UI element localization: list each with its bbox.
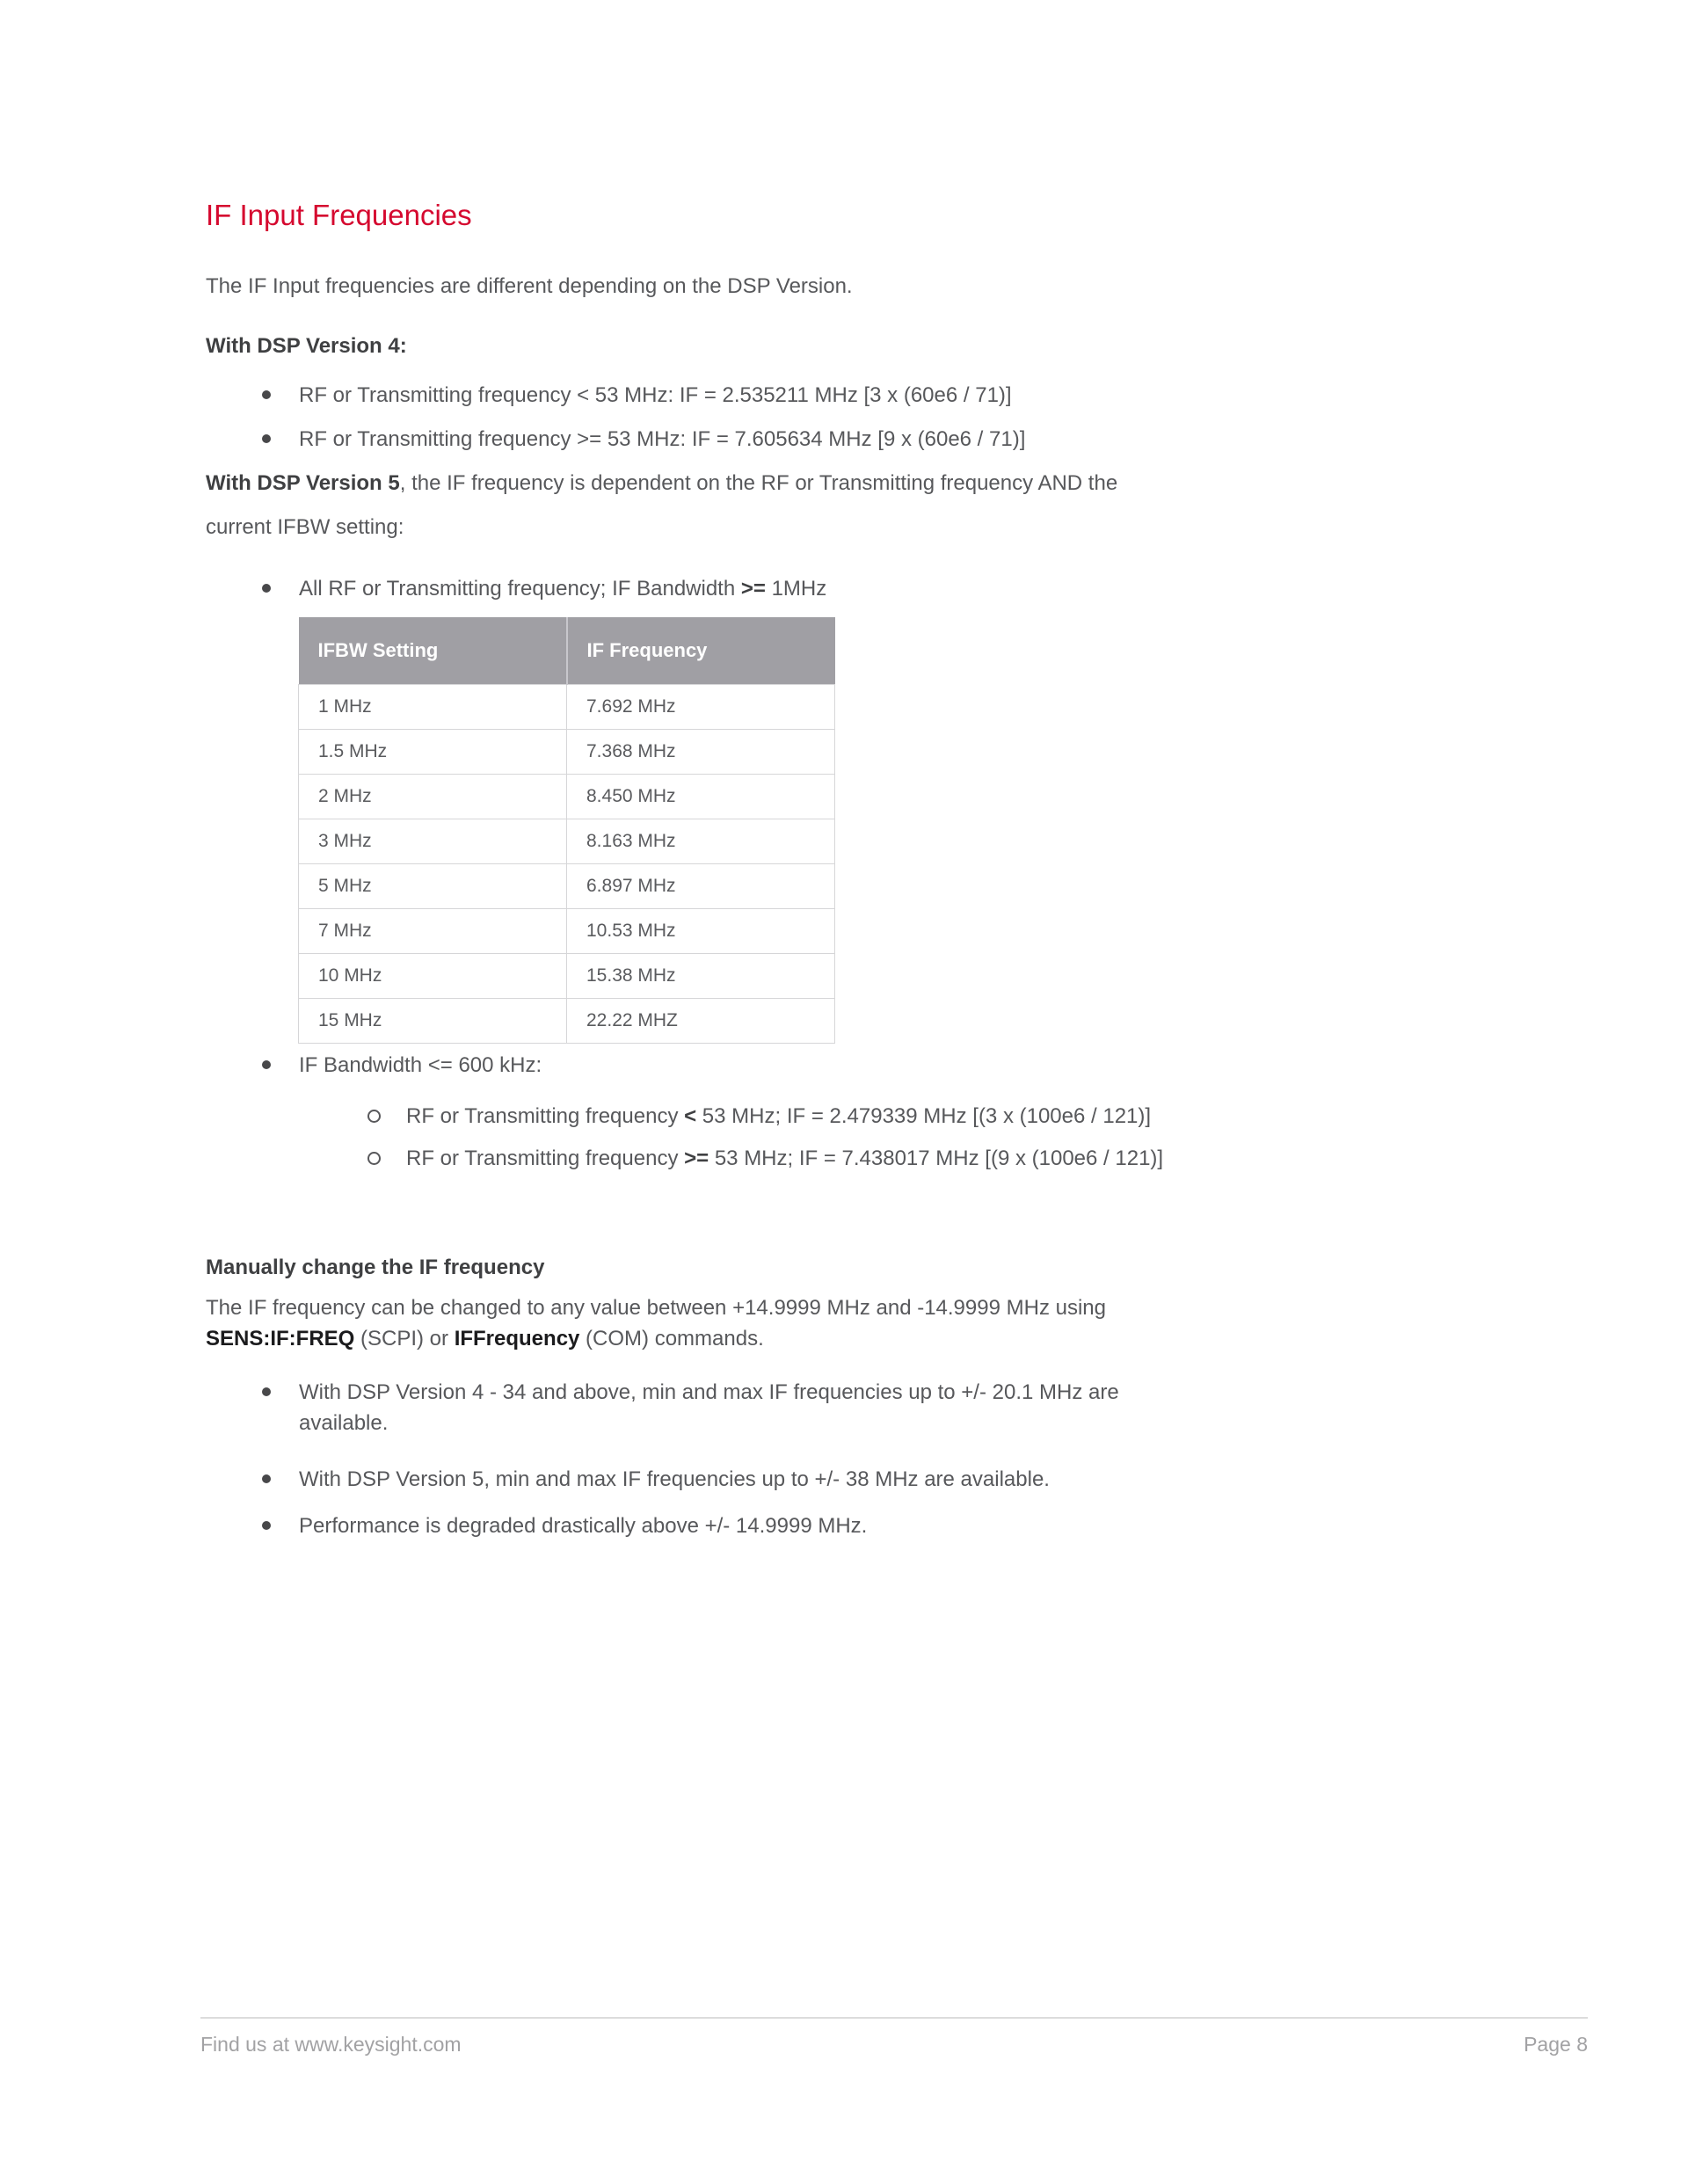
table-row xyxy=(299,909,835,954)
manual-bullet-dsp4 xyxy=(299,1380,1119,1405)
cell-freq: 8.450 MHz xyxy=(567,775,835,819)
cell-freq: 22.22 MHZ xyxy=(567,999,835,1044)
table-row xyxy=(299,954,835,999)
cell-freq: 7.692 MHz xyxy=(567,685,835,730)
bullet-text: RF or Transmitting frequency < 53 MHz: IF = 2.535211 MHz [3 x (60e6 / 71)] xyxy=(299,383,1012,407)
cell-freq: 15.38 MHz xyxy=(567,954,835,999)
dsp4-bullet-lt53 xyxy=(299,383,1012,408)
table-row xyxy=(299,730,835,775)
scpi-command: SENS:IF:FREQ xyxy=(206,1327,355,1350)
cell-freq: 10.53 MHz xyxy=(567,909,835,954)
footer-find-us-text: Find us at www.keysight.com xyxy=(200,2033,462,2056)
bullet-dot-icon xyxy=(262,1060,271,1069)
manual-paragraph-line1: The IF frequency can be changed to any value between +14.9999 MHz and -14.9999 MHz using xyxy=(206,1296,1106,1320)
cell-ifbw: 1.5 MHz xyxy=(299,730,567,775)
cell-ifbw: 1 MHz xyxy=(299,685,567,730)
bullet-text-pre: RF or Transmitting frequency xyxy=(406,1104,685,1128)
bullet-text: With DSP Version 4 - 34 and above, min and max IF frequencies up to +/- 20.1 MHz are xyxy=(299,1380,1119,1404)
cell-ifbw: 7 MHz xyxy=(299,909,567,954)
hollow-bullet-icon xyxy=(367,1110,381,1123)
bullet-text-pre: RF or Transmitting frequency xyxy=(406,1147,685,1170)
dsp4-bullet-ge53 xyxy=(299,427,1025,452)
dsp5-paragraph-line1 xyxy=(206,471,1117,496)
dsp5-line1-rest: , the IF frequency is dependent on the RF or Transmitting frequency AND the xyxy=(399,471,1118,495)
manual-bullet-performance xyxy=(299,1514,867,1539)
intro-paragraph: The IF Input frequencies are different depending on the DSP Version. xyxy=(206,274,853,298)
cell-freq: 7.368 MHz xyxy=(567,730,835,775)
com-command: IFFrequency xyxy=(454,1327,580,1350)
bullet-text-post: 1MHz xyxy=(765,577,827,601)
bullet-dot-icon xyxy=(262,434,271,443)
cell-ifbw: 2 MHz xyxy=(299,775,567,819)
col-header-ifbw-setting: IFBW Setting xyxy=(299,617,567,685)
cell-freq: 8.163 MHz xyxy=(567,819,835,864)
dsp5-bullet-if600 xyxy=(299,1053,542,1078)
table-row xyxy=(299,685,835,730)
manual-bullet-dsp5 xyxy=(299,1467,1050,1492)
table-row xyxy=(299,864,835,909)
dsp5-paragraph-line2: current IFBW setting: xyxy=(206,515,404,539)
hollow-bullet-icon xyxy=(367,1152,381,1165)
bullet-dot-icon xyxy=(262,1521,271,1530)
cell-ifbw: 15 MHz xyxy=(299,999,567,1044)
manual-bullet-dsp4-line2: available. xyxy=(299,1411,389,1435)
cell-ifbw: 3 MHz xyxy=(299,819,567,864)
dsp5-bullet-allrf xyxy=(299,577,826,601)
bullet-text: With DSP Version 5, min and max IF frequencies up to +/- 38 MHz are available. xyxy=(299,1467,1050,1491)
footer-page-number: Page 8 xyxy=(1524,2033,1588,2056)
sub-bullet-lt53 xyxy=(406,1104,1151,1129)
bullet-text: Performance is degraded drastically above +/- 14.9999 MHz. xyxy=(299,1514,868,1538)
dsp5-heading-bold: With DSP Version 5 xyxy=(206,471,400,495)
cell-freq: 6.897 MHz xyxy=(567,864,835,909)
lt-operator: < xyxy=(684,1104,697,1128)
table-header-row xyxy=(299,617,835,685)
table-row xyxy=(299,775,835,819)
sub-bullet-ge53 xyxy=(406,1147,1163,1171)
bullet-text-post: 53 MHz; IF = 7.438017 MHz [(9 x (100e6 / 121)] xyxy=(709,1147,1164,1170)
dsp4-heading: With DSP Version 4: xyxy=(206,334,407,358)
ge-operator: >= xyxy=(740,577,766,601)
manual-section-heading: Manually change the IF frequency xyxy=(206,1256,545,1279)
bullet-text: RF or Transmitting frequency >= 53 MHz: IF = 7.605634 MHz [9 x (60e6 / 71)] xyxy=(299,427,1026,451)
page-title: IF Input Frequencies xyxy=(206,199,472,231)
bullet-text: IF Bandwidth <= 600 kHz: xyxy=(299,1053,542,1077)
table-row xyxy=(299,999,835,1044)
manual-paragraph-line2 xyxy=(206,1327,764,1351)
paragraph-text: (COM) commands. xyxy=(579,1327,764,1350)
bullet-dot-icon xyxy=(262,584,271,593)
bullet-dot-icon xyxy=(262,390,271,399)
bullet-text-post: 53 MHz; IF = 2.479339 MHz [(3 x (100e6 / 121)] xyxy=(696,1104,1152,1128)
bullet-text-pre: All RF or Transmitting frequency; IF Bandwidth xyxy=(299,577,741,601)
bullet-dot-icon xyxy=(262,1474,271,1483)
ge-operator: >= xyxy=(684,1147,709,1170)
table-row xyxy=(299,819,835,864)
paragraph-text: (SCPI) or xyxy=(354,1327,455,1350)
ifbw-frequency-table xyxy=(298,617,835,1044)
bullet-dot-icon xyxy=(262,1387,271,1396)
col-header-if-frequency: IF Frequency xyxy=(567,617,835,685)
footer-divider xyxy=(200,2017,1588,2019)
cell-ifbw: 5 MHz xyxy=(299,864,567,909)
cell-ifbw: 10 MHz xyxy=(299,954,567,999)
